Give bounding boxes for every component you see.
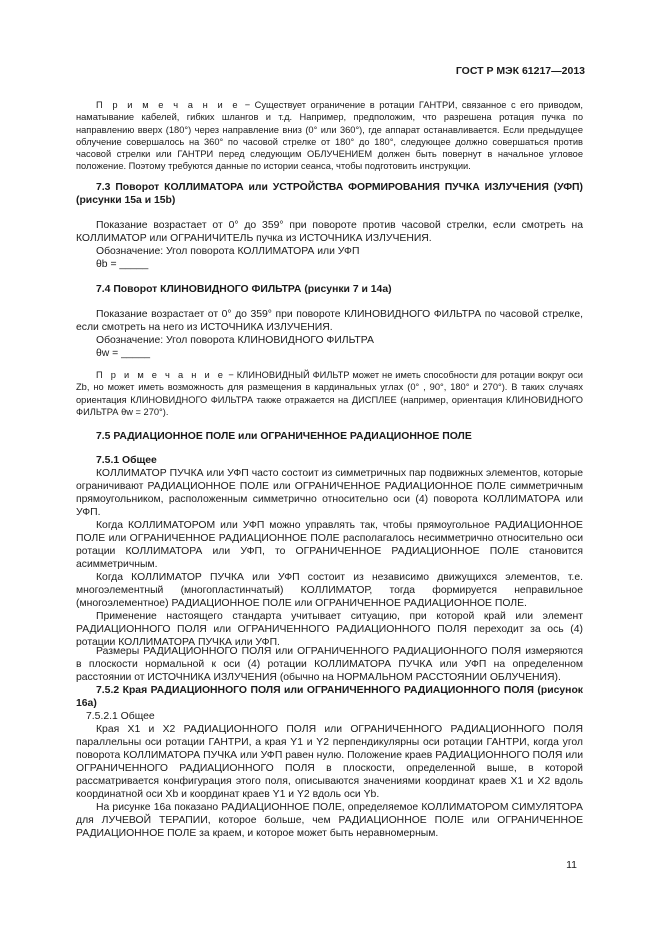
standard-header: ГОСТ Р МЭК 61217—2013 — [455, 65, 585, 77]
section-7-5-1-paragraph-4: Применение настоящего стандарта учитывает ситуацию, при которой край или элемент РАДИАЦИОННОГО ПОЛЯ или ОГРАНИЧЕННОГО РАДИАЦИОННОГО ПОЛЯ переходит за ось (4) ротации КОЛЛИМАТОРА ПУЧКА или УФП. — [76, 611, 583, 648]
note-text: − Существует ограничение в ротации ГАНТРИ, связанное с его приводом, наматывание кабелей, гибких шлангов и т.д. Например, предположим, что разрешена ротация пучка по направлению вверх (180°) через направление вниз (0° или 360°), где аппарат останавливается. Если предыдущее облучение совершалось на 360° по часовой стрелке от 180° до 180°, следующее должно совершаться против часовой стрелки или ГАНТРИ перед следующим ОБЛУЧЕНИЕМ должен быть повернут в начальное угловое положение. Поэтому требуются данные по истории сеанса, чтобы подготовить инструкции. — [76, 100, 583, 172]
section-7-5-1-paragraph-2: Когда КОЛЛИМАТОРОМ или УФП можно управлять так, чтобы прямоугольное РАДИАЦИОННОЕ ПОЛЕ или ОГРАНИЧЕННОЕ РАДИАЦИОННОЕ ПОЛЕ располагалось несимметрично относительно оси ротации КОЛЛИМАТОРА или УФП, то ОГРАНИЧЕННОЕ РАДИАЦИОННОЕ ПОЛЕ становится асимметричным. — [76, 520, 583, 570]
section-7-3-heading: 7.3 Поворот КОЛЛИМАТОРА или УСТРОЙСТВА ФОРМИРОВАНИЯ ПУЧКА ИЗЛУЧЕНИЯ (УФП) (рисунки 15а и 15b) — [76, 182, 583, 206]
note-label: П р и м е ч а н и е — [96, 370, 226, 380]
section-7-5-2-1-heading: 7.5.2.1 Общее — [86, 711, 155, 722]
section-7-3-symbol: θb = _____ — [96, 259, 149, 270]
note-label: П р и м е ч а н и е — [96, 100, 241, 110]
page-number: 11 — [566, 859, 577, 871]
section-7-5-2-1-paragraph-2: На рисунке 16а показано РАДИАЦИОННОЕ ПОЛЕ, определяемое КОЛЛИМАТОРОМ СИМУЛЯТОРА для ЛУЧЕВОЙ ТЕРАПИИ, которое больше, чем РАДИАЦИОННОЕ ПОЛЕ или ОГРАНИЧЕННОЕ РАДИАЦИОННОЕ ПОЛЕ за краем, и которое может быть неравномерным. — [76, 802, 583, 839]
section-7-4-heading: 7.4 Поворот КЛИНОВИДНОГО ФИЛЬТРА (рисунки 7 и 14а) — [96, 284, 392, 295]
section-7-5-2-heading: 7.5.2 Края РАДИАЦИОННОГО ПОЛЯ или ОГРАНИЧЕННОГО РАДИАЦИОННОГО ПОЛЯ (рисунок 16а) — [76, 685, 583, 709]
section-7-5-1-paragraph-1: КОЛЛИМАТОР ПУЧКА или УФП часто состоит из симметричных пар подвижных элементов, которые ограничивают РАДИАЦИОННОЕ ПОЛЕ или ОГРАНИЧЕННОЕ РАДИАЦИОННОЕ ПОЛЕ симметричным прямоугольником, расположенным симметрично относительно оси (4) поворота КОЛЛИМАТОРА или УФП. — [76, 468, 583, 518]
section-7-4-symbol: θw = _____ — [96, 348, 151, 359]
section-7-5-heading: 7.5 РАДИАЦИОННОЕ ПОЛЕ или ОГРАНИЧЕННОЕ РАДИАЦИОННОЕ ПОЛЕ — [96, 431, 472, 442]
section-7-5-1-heading: 7.5.1 Общее — [96, 455, 157, 466]
note-gantry-rotation — [76, 99, 583, 173]
section-7-5-1-paragraph-5: Размеры РАДИАЦИОННОГО ПОЛЯ или ОГРАНИЧЕННОГО РАДИАЦИОННОГО ПОЛЯ измеряются в плоскости нормальной к оси (4) ротации КОЛЛИМАТОРА ПУЧКА или УФП на определенном расстоянии от ИСТОЧНИКА ИЗЛУЧЕНИЯ (обычно на НОРМАЛЬНОМ РАССТОЯНИИ ОБЛУЧЕНИЯ). — [76, 646, 583, 683]
section-7-5-2-1-paragraph-1: Края X1 и X2 РАДИАЦИОННОГО ПОЛЯ или ОГРАНИЧЕННОГО РАДИАЦИОННОГО ПОЛЯ параллельны оси ротации ГАНТРИ, а края Y1 и Y2 перпендикулярны оси ротации ГАНТРИ, когда угол поворота КОЛЛИМАТОРА ПУЧКА или УФП равен нулю. Положение краев РАДИАЦИОННОГО ПОЛЯ или ОГРАНИЧЕННОГО РАДИАЦИОННОГО ПОЛЯ в плоскости, определенной выше, в которой рассматривается конфигурация этого поля, описываются значениями координат краев X1 и X2 вдоль координатной оси Xb и координат краев Y1 и Y2 вдоль оси Yb. — [76, 724, 583, 800]
section-7-3-designation: Обозначение: Угол поворота КОЛЛИМАТОРА или УФП — [96, 246, 360, 257]
section-7-5-1-paragraph-3: Когда КОЛЛИМАТОР ПУЧКА или УФП состоит из независимо движущихся элементов, т.е. многоэлементный (многопластинчатый) КОЛЛИМАТОР, тогда формируется неправильное (многоэлементное) РАДИАЦИОННОЕ ПОЛЕ или ОГРАНИЧЕННОЕ РАДИАЦИОННОЕ ПОЛЕ. — [76, 572, 583, 609]
note-text: − КЛИНОВИДНЫЙ ФИЛЬТР может не иметь способности для ротации вокруг оси Zb, но может иметь возможность для размещения в кардинальных углах (0° , 90°, 180° и 270°). В таких случаях ориентация КЛИНОВИДНОГО ФИЛЬТРА также отражается на ДИСПЛЕЕ (например, ориентация КЛИНОВИДНОГО ФИЛЬТРА θw = 270°). — [76, 370, 583, 417]
section-7-4-designation: Обозначение: Угол поворота КЛИНОВИДНОГО ФИЛЬТРА — [96, 335, 374, 346]
note-wedge-filter — [76, 369, 583, 418]
section-7-4-paragraph: Показание возрастает от 0° до 359° при повороте КЛИНОВИДНОГО ФИЛЬТРА по часовой стрелке, если смотреть на него из ИСТОЧНИКА ИЗЛУЧЕНИЯ. — [76, 309, 583, 333]
section-7-3-paragraph: Показание возрастает от 0° до 359° при повороте против часовой стрелки, если смотреть на КОЛЛИМАТОР или ОГРАНИЧИТЕЛЬ пучка из ИСТОЧНИКА ИЗЛУЧЕНИЯ. — [76, 220, 583, 244]
